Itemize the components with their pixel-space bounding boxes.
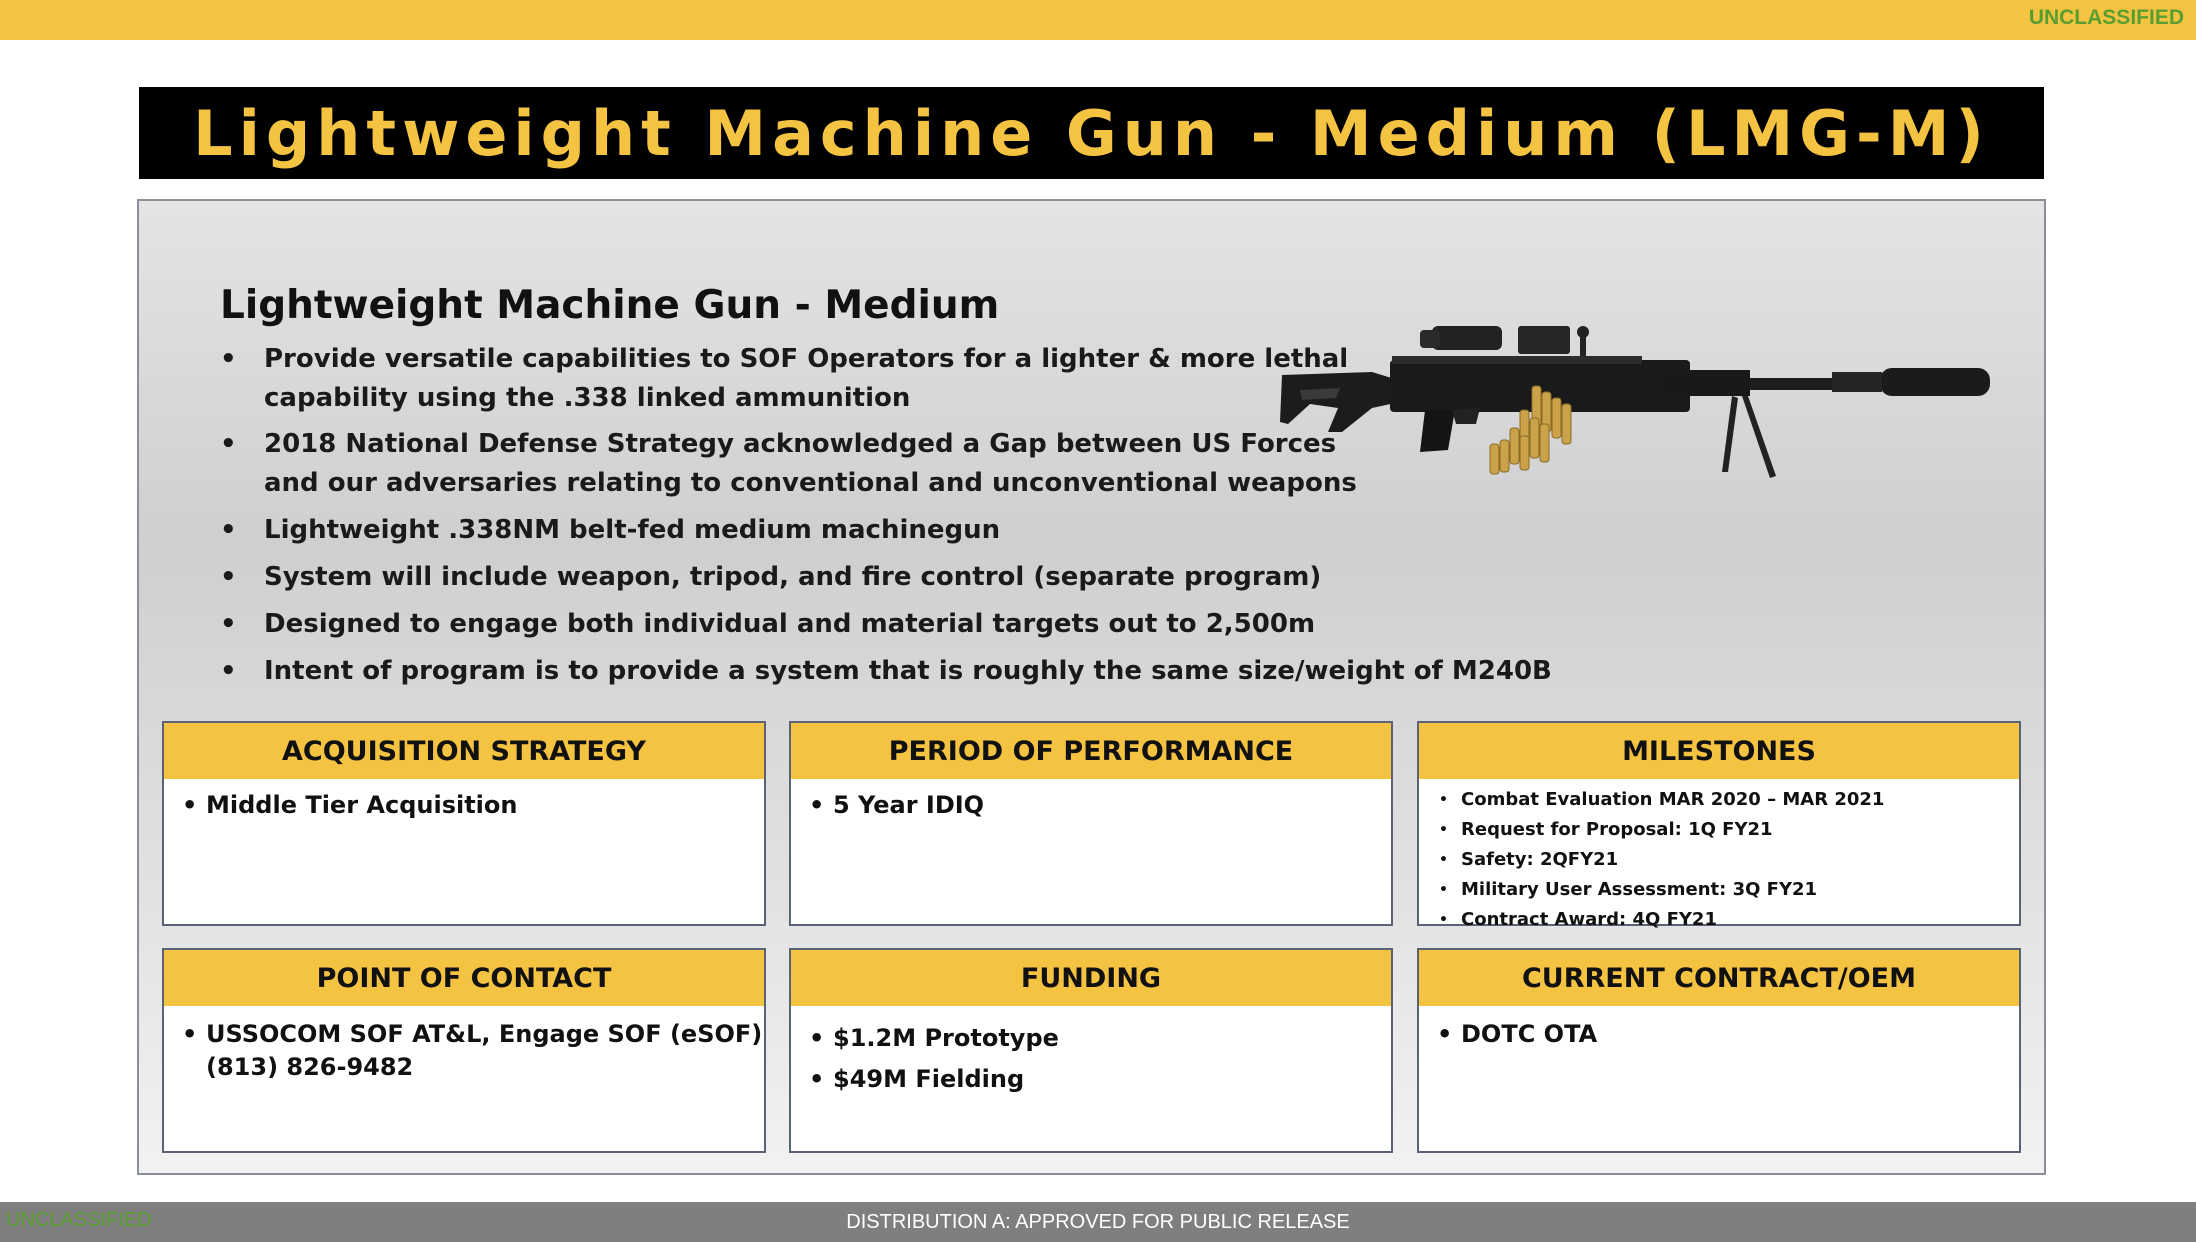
overview-bullet-line: System will include weapon, tripod, and fire control (separate program) <box>264 562 1322 592</box>
list-item: • Safety: 2QFY21 <box>1439 845 2019 875</box>
footer-bar <box>0 1202 2196 1242</box>
list-item: • Military User Assessment: 3Q FY21 <box>1439 875 2019 905</box>
overview-bullet-line: 2018 National Defense Strategy acknowledged a Gap between US Forces <box>264 429 1337 459</box>
list-item: • Middle Tier Acquisition <box>182 789 764 822</box>
overview-bullet <box>220 605 1315 644</box>
overview-heading: Lightweight Machine Gun - Medium <box>220 283 1000 328</box>
list-item: • Combat Evaluation MAR 2020 – MAR 2021 <box>1439 785 2019 815</box>
list-item: • Contract Award: 4Q FY21 <box>1439 905 2019 935</box>
distribution-statement: DISTRIBUTION A: APPROVED FOR PUBLIC RELEASE <box>846 1211 1350 1233</box>
overview-bullet-line: capability using the .338 linked ammunition <box>264 383 911 413</box>
period-of-performance-list <box>791 779 1391 822</box>
machine-gun-image <box>1280 320 2000 540</box>
current-contract-title: CURRENT CONTRACT/OEM <box>1419 950 2019 1006</box>
overview-bullet <box>220 558 1321 597</box>
list-item: • $1.2M Prototype <box>809 1022 1391 1055</box>
overview-bullet-line: and our adversaries relating to conventional and unconventional weapons <box>264 468 1357 498</box>
funding-title: FUNDING <box>791 950 1391 1006</box>
acquisition-strategy-list <box>164 779 764 822</box>
point-of-contact-title: POINT OF CONTACT <box>164 950 764 1006</box>
overview-bullet-line: Lightweight .338NM belt-fed medium machinegun <box>264 515 1001 545</box>
milestones-list <box>1419 779 2019 935</box>
funding-box <box>789 948 1393 1153</box>
list-item: • $49M Fielding <box>809 1063 1391 1096</box>
contact-phone: (813) 826-9482 <box>206 1053 414 1081</box>
acquisition-strategy-box <box>162 721 766 926</box>
milestones-title: MILESTONES <box>1419 723 2019 779</box>
overview-bullet-line: Intent of program is to provide a system that is roughly the same size/weight of M240B <box>264 656 1552 686</box>
current-contract-box <box>1417 948 2021 1153</box>
point-of-contact-box <box>162 948 766 1153</box>
list-item: • DOTC OTA <box>1437 1018 2019 1051</box>
contact-organization: USSOCOM SOF AT&L, Engage SOF (eSOF) <box>206 1020 763 1048</box>
milestones-box <box>1417 721 2021 930</box>
overview-bullet <box>220 652 1552 691</box>
current-contract-list <box>1419 1006 2019 1051</box>
period-of-performance-box <box>789 721 1393 926</box>
top-classification-label: UNCLASSIFIED <box>2028 6 2184 29</box>
title-banner <box>139 87 2044 179</box>
list-item: • Request for Proposal: 1Q FY21 <box>1439 815 2019 845</box>
funding-list <box>791 1006 1391 1096</box>
overview-bullet-line: Provide versatile capabilities to SOF Operators for a lighter & more lethal <box>264 344 1349 374</box>
bottom-classification-label: UNCLASSIFIED <box>6 1209 152 1231</box>
list-item: • 5 Year IDIQ <box>809 789 1391 822</box>
period-of-performance-title: PERIOD OF PERFORMANCE <box>791 723 1391 779</box>
overview-bullet <box>220 511 1000 550</box>
overview-bullet-line: Designed to engage both individual and material targets out to 2,500m <box>264 609 1316 639</box>
point-of-contact-list <box>164 1006 764 1084</box>
overview-bullet <box>220 425 1357 503</box>
list-item <box>182 1018 764 1084</box>
overview-bullet <box>220 340 1348 418</box>
acquisition-strategy-title: ACQUISITION STRATEGY <box>164 723 764 779</box>
page-title: Lightweight Machine Gun - Medium (LMG-M) <box>193 96 1990 170</box>
top-classification-bar <box>0 0 2196 40</box>
